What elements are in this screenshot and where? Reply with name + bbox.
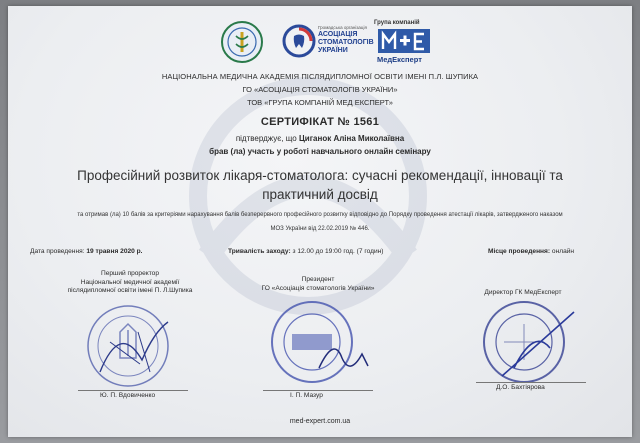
medexpert-stamp-icon: [474, 298, 584, 388]
certificate-title: СЕРТИФІКАТ № 1561: [260, 116, 380, 128]
sig1-line: Національної медичної академії: [80, 278, 180, 286]
dental-association-logo: [280, 22, 374, 64]
association-line: ГО «АСОЦІАЦІЯ СТОМАТОЛОГІВ УКРАЇНИ»: [242, 85, 398, 94]
sig1-line: Перший проректор: [100, 270, 160, 277]
sig1-line: післядипломної освіти імені П. Л.Шупика: [67, 287, 193, 294]
medexpert-mark-icon: [378, 29, 430, 53]
academy-emblem-icon: [220, 20, 264, 64]
tooth-circle-icon: [282, 24, 316, 58]
website-url[interactable]: med-expert.com.ua: [289, 418, 351, 425]
event-date: [30, 248, 143, 255]
date-label: Дата проведення:: [30, 248, 85, 255]
group-brand: МедЕксперт: [377, 55, 422, 64]
event-duration: [228, 248, 384, 255]
sig2-line: Президент: [301, 276, 335, 283]
points-text-line1: та отримав (ла) 10 балів за критеріями нарахування балів безперервного професійного розвитку відповідно до Порядку проведення атестації лікарів, затвердженого наказом: [77, 212, 563, 218]
signatory-3-name: Д.О. Бахтіярова: [496, 384, 545, 391]
signatory-1-name: Ю. П. Вдовиченко: [100, 392, 156, 399]
logo-strip: [8, 20, 632, 68]
signature-line-3: [476, 382, 586, 383]
confirm-prefix: підтверджує, що: [235, 134, 297, 143]
academy-stamp-icon: [80, 302, 180, 390]
signature-line-2: [263, 390, 373, 391]
company-line: ТОВ «ГРУПА КОМПАНІЙ МЕД ЕКСПЕРТ»: [247, 98, 393, 107]
signatory-2-title: [248, 276, 388, 293]
signature-line-1: [78, 390, 188, 391]
signatory-3-title: Директор ГК МедЕксперт: [484, 289, 562, 296]
medexpert-logo: [374, 20, 438, 66]
event-place: [488, 248, 574, 255]
place-value: онлайн: [551, 248, 575, 255]
sig2-line: ГО «Асоціація стоматологів України»: [261, 284, 375, 292]
duration-label: Тривалість заходу:: [228, 248, 291, 255]
association-name: АСОЦІАЦІЯ СТОМАТОЛОГІВ УКРАЇНИ: [318, 31, 374, 54]
association-subtitle: Громадська організація: [318, 25, 367, 30]
place-label: Місце проведення:: [488, 248, 551, 255]
seminar-title: Професійний розвиток лікаря-стоматолога: сучасні рекомендації, інновації та практичний досвід: [77, 168, 563, 202]
confirm-line: [8, 134, 632, 143]
association-stamp-icon: [264, 296, 374, 386]
signatory-2-name: І. П. Мазур: [290, 392, 323, 399]
recipient-name: Циганок Аліна Миколаївна: [298, 134, 405, 143]
date-value: 19 травня 2020 р.: [86, 248, 143, 255]
group-label: Група компаній: [374, 20, 420, 26]
points-text-line2: МОЗ України від 22.02.2019 № 446.: [270, 226, 370, 232]
certificate-sheet: [8, 6, 632, 437]
signatory-1-title: [60, 270, 200, 296]
participation-line: брав (ла) участь у роботі навчального онлайн семінару: [209, 147, 431, 156]
academy-name: НАЦІОНАЛЬНА МЕДИЧНА АКАДЕМІЯ ПІСЛЯДИПЛОМНОЇ ОСВІТИ ІМЕНІ П.Л. ШУПИКА: [161, 72, 479, 81]
duration-value: з 12.00 до 19:00 год. (7 годин): [292, 248, 384, 255]
